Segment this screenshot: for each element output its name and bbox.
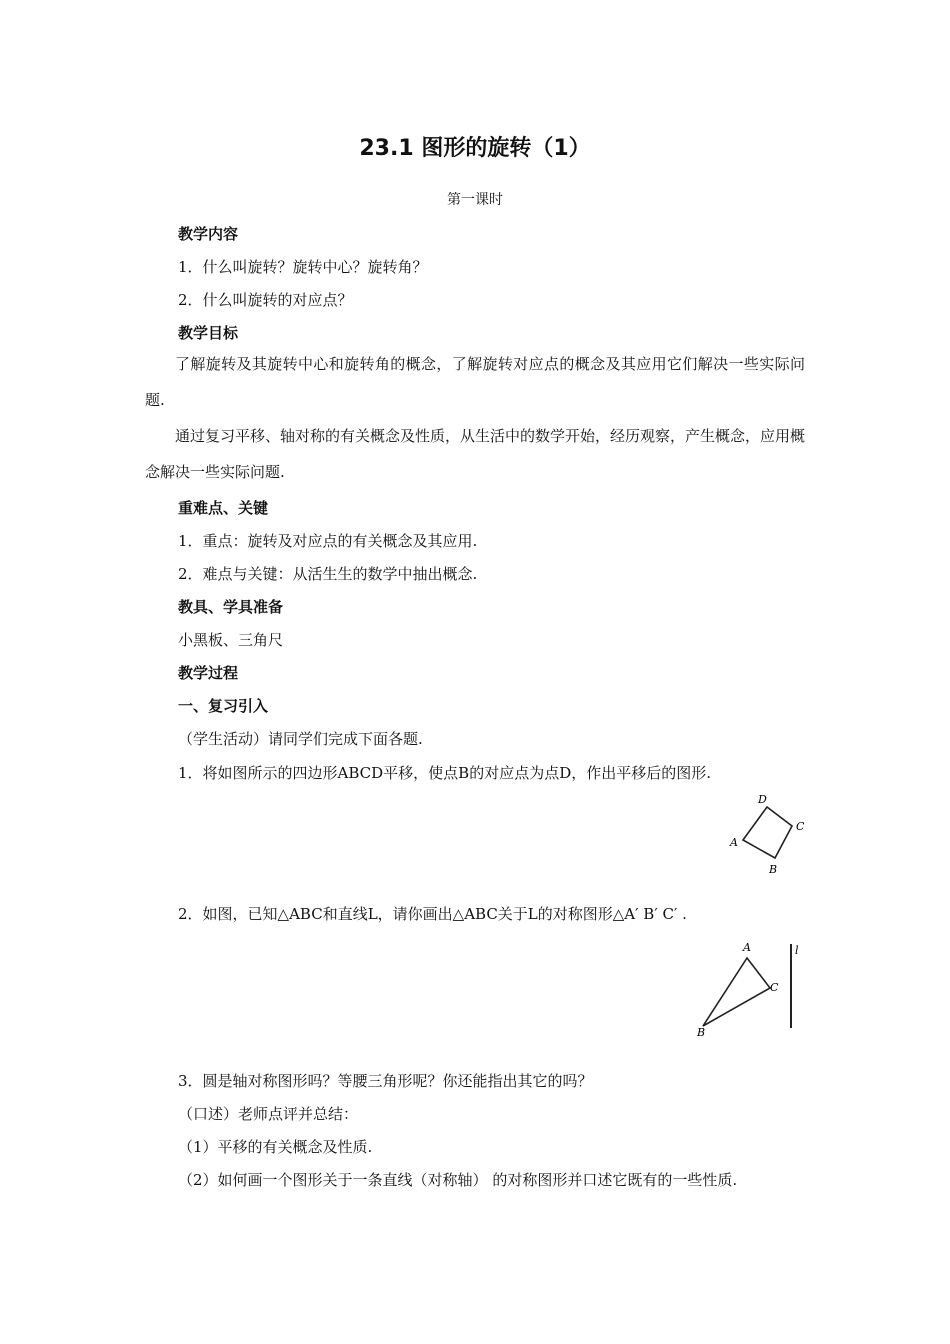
question-3: 3．圆是轴对称图形吗？等腰三角形呢？你还能指出其它的吗？ xyxy=(178,1072,593,1090)
label-a: A xyxy=(730,836,738,849)
summary-item-2: （2）如何画一个图形关于一条直线（对称轴） 的对称图形并口述它既有的一些性质. xyxy=(178,1171,738,1189)
label-d: D xyxy=(758,793,767,806)
question-2: 2．如图，已知△ABC和直线L，请你画出△ABC关于L的对称图形△A′ B′ C′ . xyxy=(178,905,687,923)
objectives-paragraph-1: 了解旋转及其旋转中心和旋转角的概念，了解旋转对应点的概念及其应用它们解决一些实际问题. xyxy=(145,355,805,409)
key-point-2: 2．难点与关键：从活生生的数学中抽出概念. xyxy=(178,565,478,583)
objectives-paragraph-2: 通过复习平移、轴对称的有关概念及性质，从生活中的数学开始，经历观察，产生概念，应用概念解决一些实际问题. xyxy=(145,427,806,481)
label-c: C xyxy=(770,981,779,994)
heading-key-points: 重难点、关键 xyxy=(178,499,269,517)
student-activity: （学生活动）请同学们完成下面各题. xyxy=(178,730,423,748)
triangle-abc xyxy=(703,958,770,1026)
subheading-review: 一、复习引入 xyxy=(178,697,269,715)
page-title: 23.1 图形的旋转（1） xyxy=(359,136,591,161)
label-c: C xyxy=(796,820,805,833)
label-b: B xyxy=(769,863,778,876)
quadrilateral-abcd xyxy=(743,807,792,858)
heading-materials: 教具、学具准备 xyxy=(178,598,284,616)
question-1: 1．将如图所示的四边形ABCD平移，使点B的对应点为点D，作出平移后的图形. xyxy=(178,764,712,782)
lesson-subtitle: 第一课时 xyxy=(447,192,503,208)
heading-process: 教学过程 xyxy=(178,664,239,682)
content-item-2: 2．什么叫旋转的对应点？ xyxy=(178,291,353,309)
heading-objectives: 教学目标 xyxy=(178,324,239,342)
label-b: B xyxy=(697,1026,706,1039)
label-a: A xyxy=(743,941,751,954)
oral-summary: （口述）老师点评并总结： xyxy=(178,1105,359,1123)
triangle-figure xyxy=(690,936,810,1046)
quadrilateral-figure xyxy=(725,790,810,880)
heading-content: 教学内容 xyxy=(178,225,239,243)
content-item-1: 1．什么叫旋转？旋转中心？旋转角？ xyxy=(178,258,428,276)
label-l: l xyxy=(795,944,799,957)
materials-text: 小黑板、三角尺 xyxy=(178,631,284,649)
key-point-1: 1．重点：旋转及对应点的有关概念及其应用. xyxy=(178,532,478,550)
summary-item-1: （1）平移的有关概念及性质. xyxy=(178,1138,373,1156)
